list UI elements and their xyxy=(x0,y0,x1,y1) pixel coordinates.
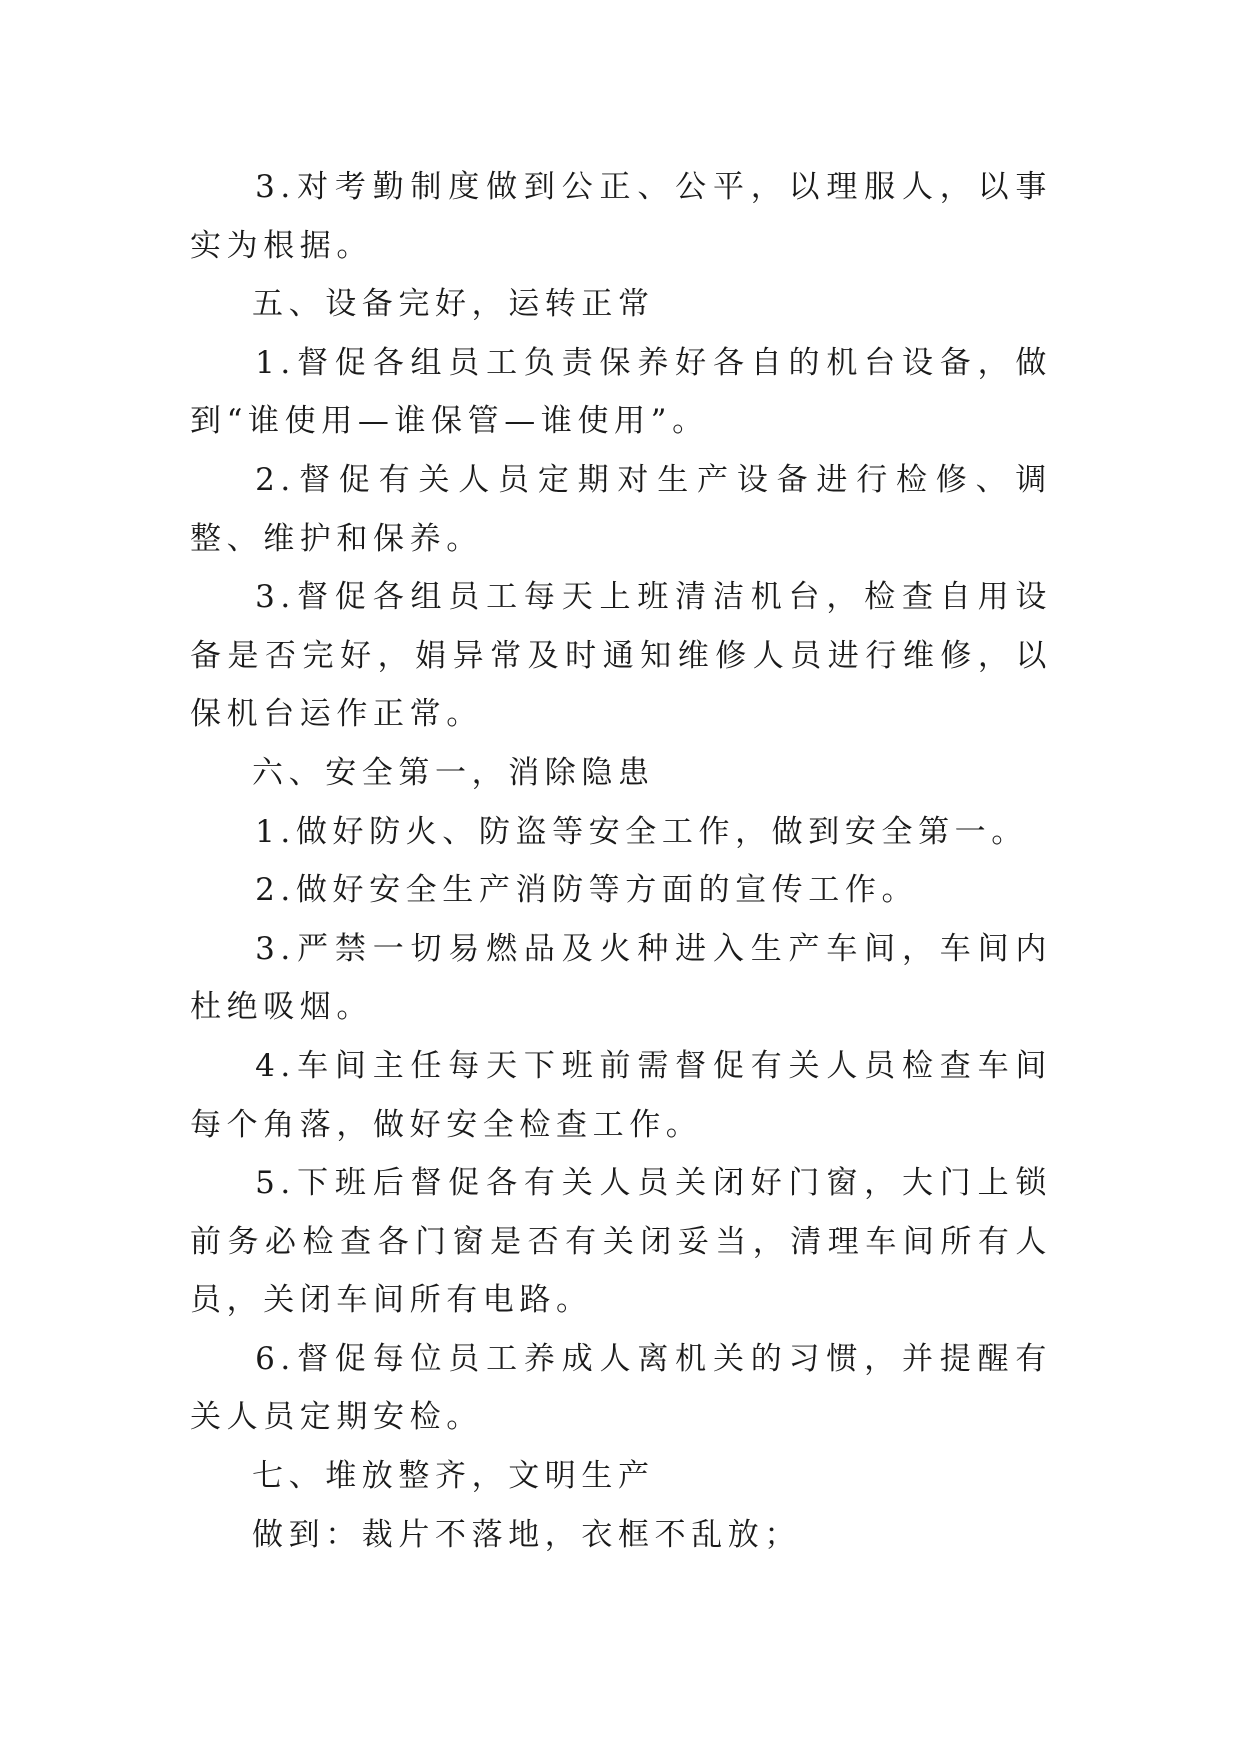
paragraph-safety-5: 5.下班后督促各有关人员关闭好门窗，大门上锁前务必检查各门窗是否有关闭妥当，清理车间所有人员，关闭车间所有电路。 xyxy=(190,1165,1052,1319)
document-body xyxy=(190,158,1052,1564)
paragraph-safety-1: 1.做好防火、防盗等安全工作，做到安全第一。 xyxy=(255,813,1028,850)
paragraph-safety-6: 6.督促每位员工养成人离机关的习惯，并提醒有关人员定期安检。 xyxy=(190,1340,1052,1436)
paragraph-attendance-3: 3.对考勤制度做到公正、公平，以理服人，以事实为根据。 xyxy=(190,169,1052,264)
section-heading-7: 七、堆放整齐，文明生产 xyxy=(252,1458,655,1495)
paragraph-safety-2: 2.做好安全生产消防等方面的宣传工作。 xyxy=(255,872,919,909)
paragraph-equipment-2: 2.督促有关人员定期对生产设备进行检修、调整、维护和保养。 xyxy=(190,461,1052,557)
paragraph-equipment-1: 1.督促各组员工负责保养好各自的机台设备，做到“谁使用—谁保管—谁使用”。 xyxy=(190,344,1052,440)
paragraph-equipment-3: 3.督促各组员工每天上班清洁机台，检查自用设备是否完好，娟异常及时通知维修人员进行维修，以保机台运作正常。 xyxy=(190,579,1052,733)
paragraph-tidy-intro: 做到：裁片不落地，衣框不乱放； xyxy=(252,1516,801,1553)
section-heading-5: 五、设备完好，运转正常 xyxy=(252,286,655,323)
paragraph-safety-4: 4.车间主任每天下班前需督促有关人员检查车间每个角落，做好安全检查工作。 xyxy=(190,1047,1052,1143)
section-heading-6: 六、安全第一，消除隐患 xyxy=(252,754,655,791)
paragraph-safety-3: 3.严禁一切易燃品及火种进入生产车间，车间内杜绝吸烟。 xyxy=(190,930,1052,1026)
